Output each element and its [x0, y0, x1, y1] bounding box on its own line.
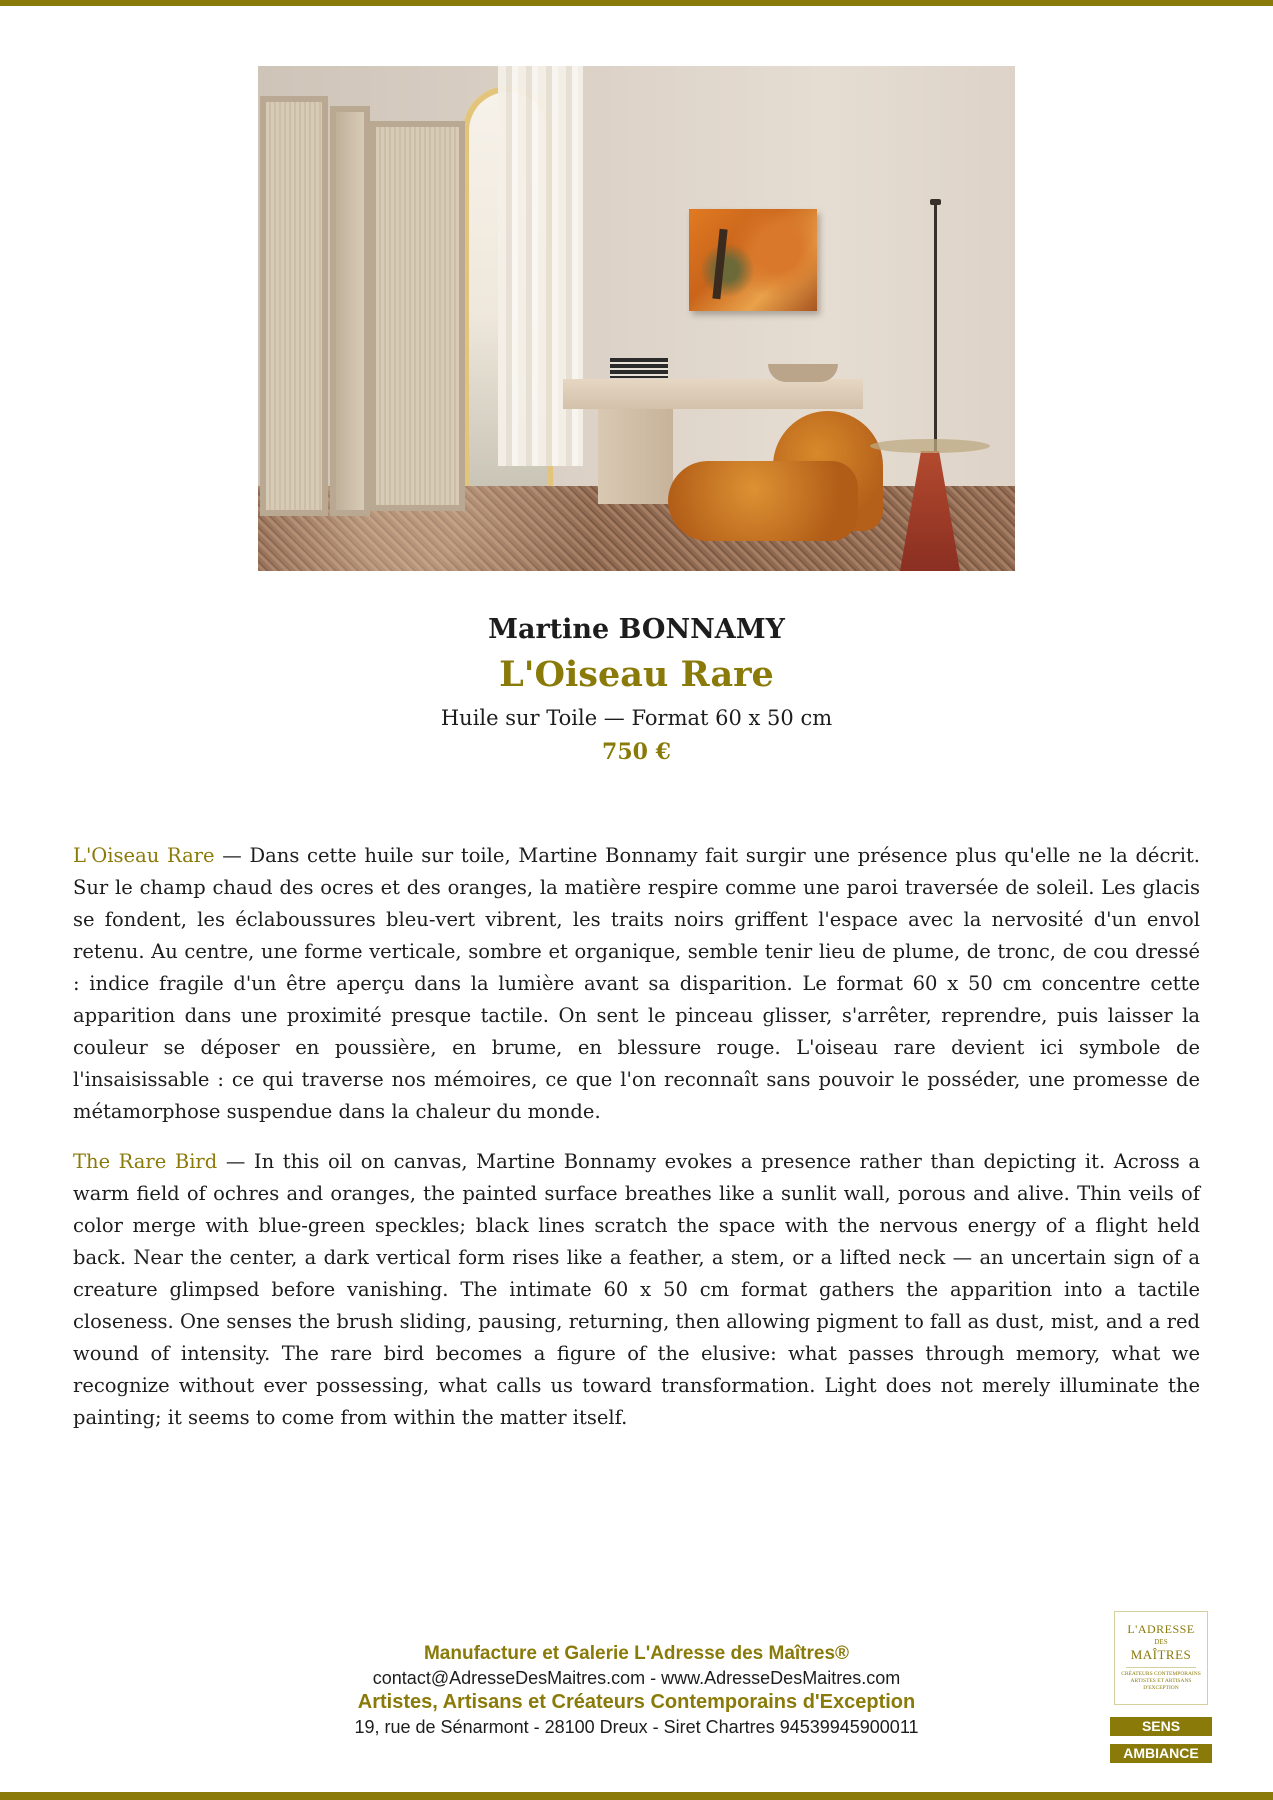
photo-folding-screen	[370, 121, 465, 511]
artwork-title: L'Oiseau Rare	[499, 654, 774, 695]
photo-side-table	[870, 439, 990, 453]
photo-lamp-head	[930, 199, 941, 205]
bottom-border	[0, 1792, 1273, 1800]
top-border	[0, 0, 1273, 6]
photo-painting	[689, 209, 817, 311]
description-english-text: — In this oil on canvas, Martine Bonnamy evokes a presence rather than depicting it. Across a warm field of ochres and oranges, the painted surface breathes like a sunlit wall, porous and alive. Thin veils of color merge with blue-green speckles; black lines scratch the space with the nervous energy of a flight held back. Near the center, a dark vertical form rises like a feather, a stem, or a lifted neck — an uncertain sign of a creature glimpsed before vanishing. The intimate 60 x 50 cm format gathers the apparition into a tactile closeness. One senses the brush sliding, pausing, returning, then allowing pigment to fall as dust, mist, and a red wound of intensity. The rare bird becomes a figure of the elusive: what passes through memory, what we recognize without ever possessing, what calls us toward transformation. Light does not merely illuminate the painting; it seems to come from within the matter itself.	[73, 1150, 1200, 1429]
photo-desk	[563, 379, 863, 409]
photo-desk-leg	[598, 409, 673, 504]
photo-folding-screen	[330, 106, 370, 516]
artwork-price: 750 €	[602, 739, 671, 765]
description-english-lead: The Rare Bird	[73, 1150, 218, 1173]
description-french	[73, 840, 1200, 1128]
photo-bowl	[768, 364, 838, 382]
description-french-text: — Dans cette huile sur toile, Martine Bonnamy fait surgir une présence plus qu'elle ne la décrit. Sur le champ chaud des ocres et des oranges, la matière respire comme une paroi traversée de soleil. Les glacis se fondent, les éclaboussures bleu-vert vibrent, les traits noirs griffent l'espace avec la nervosité d'un envol retenu. Au centre, une forme verticale, sombre et organique, semble tenir lieu de plume, de tronc, de cou dressé : indice fragile d'un être aperçu dans la lumière avant sa disparition. Le format 60 x 50 cm concentre cette apparition dans une proximité presque tactile. On sent le pinceau glisser, s'arrêter, reprendre, puis laisser la couleur se déposer en poussière, en brume, en blessure rouge. L'oiseau rare devient ici symbole de l'insaisissable : ce qui traverse nos mémoires, ce que l'on reconnaît sans pouvoir le posséder, une promesse de métamorphose suspendue dans la chaleur du monde.	[73, 844, 1200, 1123]
artwork-room-photo	[258, 66, 1015, 571]
footer-gallery-name: Manufacture et Galerie L'Adresse des Maîtres®	[423, 1643, 850, 1664]
artwork-medium-format: Huile sur Toile — Format 60 x 50 cm	[440, 706, 833, 730]
footer-address: 19, rue de Sénarmont - 28100 Dreux - Siret Chartres 94539945900011	[354, 1717, 919, 1737]
footer-contact[interactable]: contact@AdresseDesMaitres.com - www.AdresseDesMaitres.com	[372, 1668, 901, 1688]
logo-line-4: CRÉATEURS CONTEMPORAINS ARTISTES ET ARTISANS D'EXCEPTION	[1121, 1671, 1201, 1691]
photo-armchair-seat	[668, 461, 858, 541]
footer	[300, 1641, 973, 1739]
logo-line-2: DES	[1154, 1638, 1168, 1646]
photo-books	[610, 358, 668, 378]
logo-divider	[1126, 1667, 1196, 1668]
gallery-logo	[1114, 1611, 1208, 1705]
description-french-lead: L'Oiseau Rare	[73, 844, 215, 867]
description-english	[73, 1146, 1200, 1434]
badge-ambiance: AMBIANCE	[1110, 1744, 1212, 1763]
badge-sens: SENS	[1110, 1717, 1212, 1736]
footer-tagline: Artistes, Artisans et Créateurs Contemporains d'Exception	[357, 1691, 916, 1713]
logo-line-1: L'ADRESSE	[1127, 1622, 1195, 1636]
artist-name: Martine BONNAMY	[488, 614, 785, 645]
photo-folding-screen	[260, 96, 328, 516]
logo-line-3: MAÎTRES	[1130, 1647, 1192, 1662]
